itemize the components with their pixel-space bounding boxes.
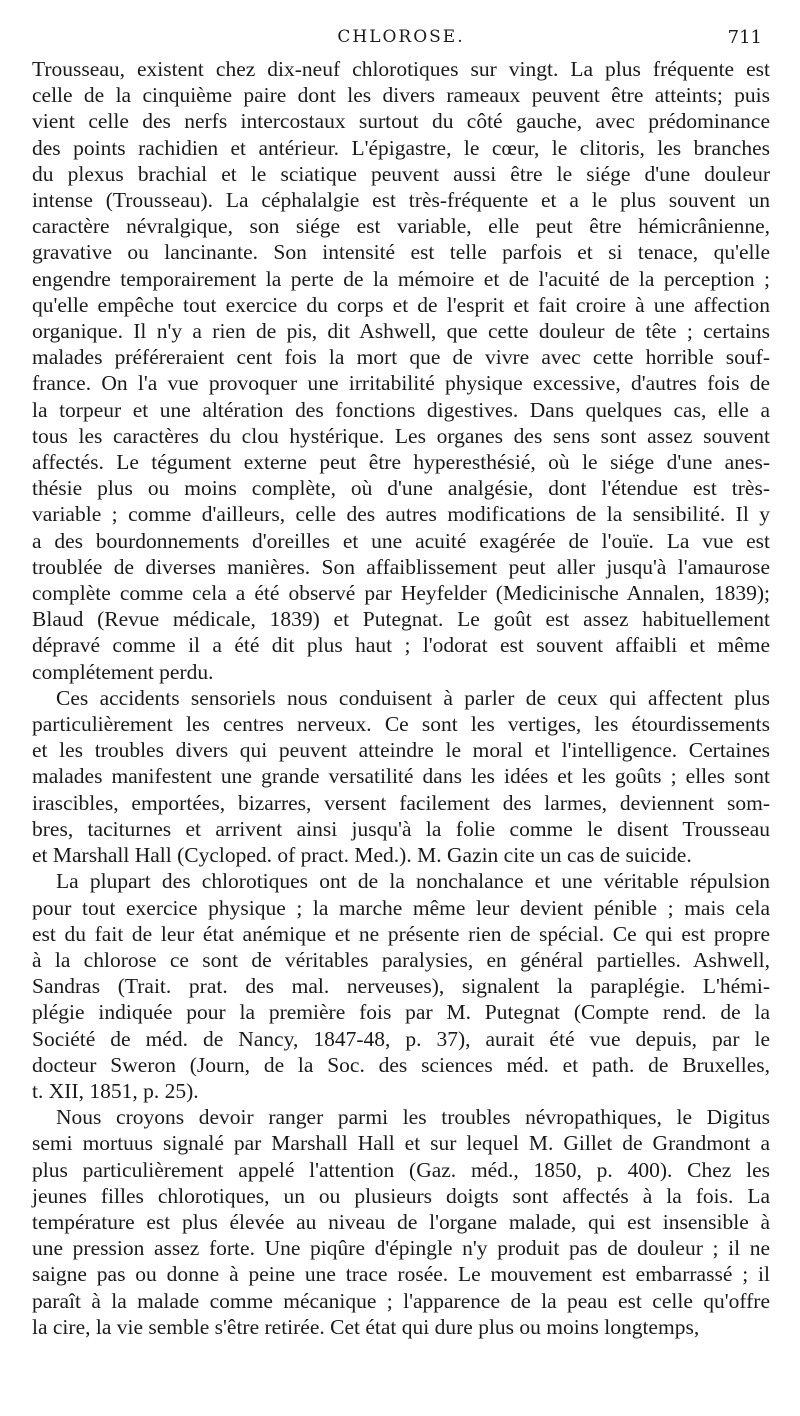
text-line: température est plus élevée au niveau de l'organe malade, qui est insensible à [32,1209,770,1234]
running-title: CHLOROSE. [337,27,465,47]
text-line: paraît à la malade comme mécanique ; l'apparence de la peau est celle qu'offre [32,1288,770,1313]
text-line: organique. Il n'y a rien de pis, dit Ashwell, que cette douleur de tête ; certains [32,319,770,344]
text-line: Blaud (Revue médicale, 1839) et Putegnat. Le goût est assez habituellement [32,607,770,632]
text-line: et les troubles divers qui peuvent atteindre le moral et l'intelligence. Certaines [32,738,770,763]
text-line: t. XII, 1851, p. 25). [32,1078,199,1103]
text-line: complétement perdu. [32,659,214,684]
text-line: thésie plus ou moins complète, où d'une analgésie, dont l'étendue est très- [32,476,770,501]
text-line: semi mortuus signalé par Marshall Hall et sur lequel M. Gillet de Grandmont a [32,1131,770,1156]
body-text [32,56,770,1340]
text-line: saigne pas ou donne à peine une trace rosée. Le mouvement est embarrassé ; il [32,1262,770,1287]
text-line: Sandras (Trait. prat. des mal. nerveuses), signalent la paraplégie. L'hémi- [32,974,770,999]
text-line: La plupart des chlorotiques ont de la nonchalance et une véritable répulsion [56,869,770,894]
text-line: docteur Sweron (Journ, de la Soc. des sciences méd. et path. de Bruxelles, [32,1052,770,1077]
text-line: et Marshall Hall (Cycloped. of pract. Med.). M. Gazin cite un cas de suicide. [32,843,692,868]
text-line: la torpeur et une altération des fonctions digestives. Dans quelques cas, elle a [32,397,770,422]
text-line: pour tout exercice physique ; la marche même leur devient pénible ; mais cela [32,895,770,920]
text-line: france. On l'a vue provoquer une irritabilité physique excessive, d'autres fois de [32,371,770,396]
text-line: troublée de diverses manières. Son affaiblissement peut aller jusqu'à l'amaurose [32,554,770,579]
paragraph [32,685,770,868]
text-line: a des bourdonnements d'oreilles et une acuité exagérée de l'ouïe. La vue est [32,528,770,553]
text-line: jeunes filles chlorotiques, un ou plusieurs doigts sont affectés à la fois. La [32,1183,770,1208]
text-line: plus particulièrement appelé l'attention (Gaz. méd., 1850, p. 400). Chez les [32,1157,770,1182]
paragraph [32,56,770,685]
text-line: complète comme cela a été observé par Heyfelder (Medicinische Annalen, 1839); [32,581,770,606]
page-header [32,0,770,56]
text-line: plégie indiquée pour la première fois par M. Putegnat (Compte rend. de la [32,1000,770,1025]
text-line: qu'elle empêche tout exercice du corps et de l'esprit et fait croire à une affection [32,292,770,317]
text-line: caractère névralgique, son siége est variable, elle peut être hémicrânienne, [32,214,770,239]
text-line: particulièrement les centres nerveux. Ce sont les vertiges, les étourdissements [32,712,770,737]
text-line: tous les caractères du clou hystérique. Les organes des sens sont assez souvent [32,423,770,448]
text-line: dépravé comme il a été dit plus haut ; l'odorat est souvent affaibli et même [32,633,770,658]
text-line: irascibles, emportées, bizarres, versent facilement des larmes, deviennent som- [32,790,770,815]
text-line: des points rachidien et antérieur. L'épigastre, le cœur, le clitoris, les branches [32,135,770,160]
text-line: Trousseau, existent chez dix-neuf chlorotiques sur vingt. La plus fréquente est [32,57,770,81]
text-line: malades préféreraient cent fois la mort que de vivre avec cette horrible souf- [32,345,770,370]
text-line: Ces accidents sensoriels nous conduisent à parler de ceux qui affectent plus [56,685,770,710]
text-line: celle de la cinquième paire dont les divers rameaux peuvent être atteints; puis [32,83,770,108]
text-line: Société de méd. de Nancy, 1847-48, p. 37), aurait été vue depuis, par le [32,1026,770,1051]
text-line: malades manifestent une grande versatilité dans les idées et les goûts ; elles sont [32,764,770,789]
text-line: engendre temporairement la perte de la mémoire et de l'acuité de la perception ; [32,266,770,291]
text-line: à la chlorose ce sont de véritables paralysies, en général partielles. Ashwell, [32,947,770,972]
text-line: la cire, la vie semble s'être retirée. Cet état qui dure plus ou moins longtemps, [32,1314,700,1339]
text-line: gravative ou lancinante. Son intensité est telle parfois et si tenace, qu'elle [32,240,770,265]
text-line: du plexus brachial et le sciatique peuvent aussi être le siége d'une douleur [32,161,770,186]
paragraph [32,1104,770,1340]
text-line: une pression assez forte. Une piqûre d'épingle n'y produit pas de douleur ; il ne [32,1236,770,1261]
text-line: bres, taciturnes et arrivent ainsi jusqu'à la folie comme le disent Trousseau [32,816,770,841]
text-line: vient celle des nerfs intercostaux surtout du côté gauche, avec prédominance [32,109,770,134]
text-line: est du fait de leur état anémique et ne présente rien de spécial. Ce qui est propre [32,921,770,946]
paragraph [32,868,770,1104]
text-line: intense (Trousseau). La céphalalgie est très-fréquente et a le plus souvent un [32,188,770,213]
text-line: Nous croyons devoir ranger parmi les troubles névropathiques, le Digitus [56,1105,770,1130]
page-number: 711 [727,27,762,48]
text-line: affectés. Le tégument externe peut être hyperesthésié, où le siége d'une anes- [32,450,770,475]
text-line: variable ; comme d'ailleurs, celle des autres modifications de la sensibilité. Il y [32,502,770,527]
